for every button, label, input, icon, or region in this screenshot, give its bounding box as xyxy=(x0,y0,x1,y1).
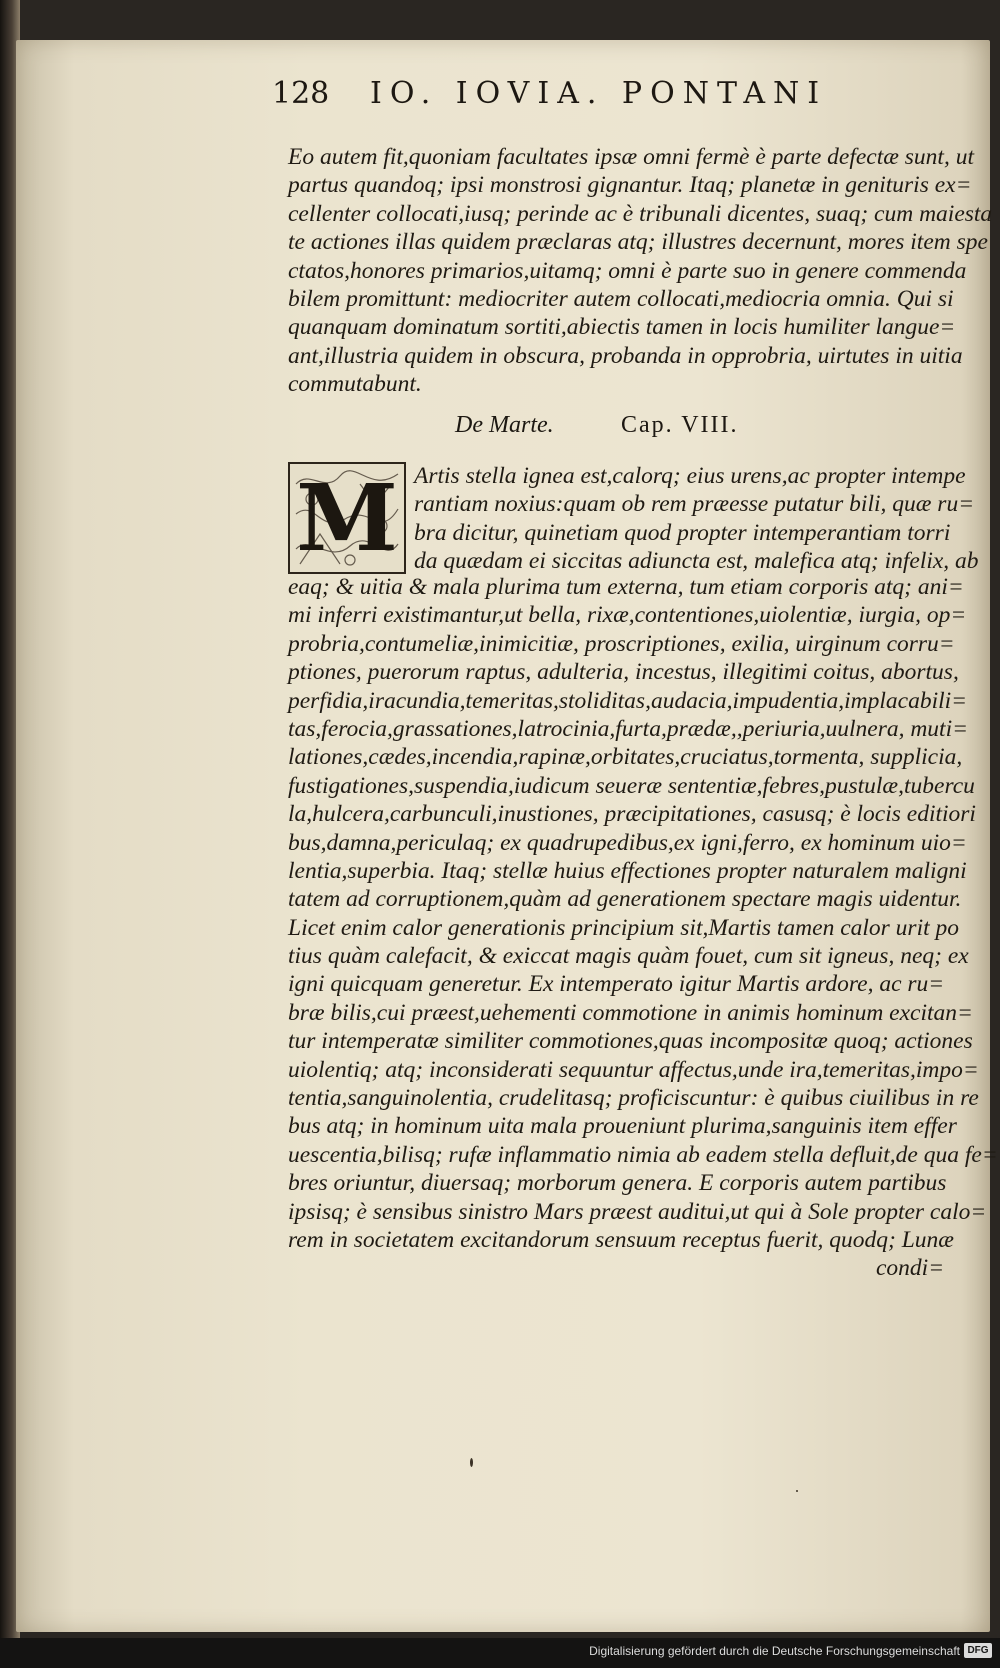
text-line: ipsisq; è sensibus sinistro Mars præest auditui,ut qui à Sole propter calo= xyxy=(288,1198,987,1225)
initial-letter: M xyxy=(296,464,398,572)
text-line: condi= xyxy=(876,1255,945,1282)
text-line: mi inferri existimantur,ut bella, rixæ,contentiones,uiolentiæ, iurgia, op= xyxy=(288,602,967,629)
text-line: tur intemperatæ similiter commotiones,quas incompositæ quoq; actiones xyxy=(288,1028,973,1055)
paragraph-2 xyxy=(288,573,998,1283)
text-line: commutabunt. xyxy=(288,371,422,398)
text-line: Eo autem fit,quoniam facultates ipsæ omni fermè è parte defectæ sunt, ut xyxy=(288,144,974,170)
page-number: 128 xyxy=(272,76,330,111)
paragraph-2-beside-initial xyxy=(414,462,979,576)
page-header xyxy=(272,76,832,116)
text-line: rem in societatem excitandorum sensuum receptus fuerit, quodq; Lunæ xyxy=(288,1226,954,1253)
text-line: Artis stella ignea est,calorq; eius urens,ac propter intempe xyxy=(414,463,966,489)
chapter-title: De Marte. xyxy=(455,412,554,438)
text-line: bra dicitur, quinetiam quod propter intemperantiam torri xyxy=(414,519,951,546)
text-line: eaq; & uitia & mala plurima tum externa, tum etiam corporis atq; ani= xyxy=(288,574,964,600)
decorated-initial xyxy=(288,462,406,574)
text-line: da quædam ei siccitas adiuncta est, malefica atq; infelix, ab xyxy=(414,548,979,575)
paper-speck xyxy=(470,1458,473,1467)
paper-speck xyxy=(796,1490,798,1492)
text-line: rantiam noxius:quam ob rem præesse putatur bili, quæ ru= xyxy=(414,491,975,518)
digitization-footer xyxy=(0,1638,1000,1668)
text-line: partus quandoq; ipsi monstrosi gignantur. Itaq; planetæ in genituris ex= xyxy=(288,172,972,199)
paragraph-1 xyxy=(288,143,993,399)
text-line: igni quicquam generetur. Ex intemperato igitur Martis ardore, ac ru= xyxy=(288,971,945,998)
text-line: bres oriuntur, diuersaq; morborum genera. E corporis autem partibus xyxy=(288,1170,947,1197)
text-line: probria,contumeliæ,inimicitiæ, proscriptiones, exilia, uirginum corru= xyxy=(288,630,955,657)
running-title: IO. IOVIA. PONTANI xyxy=(370,76,828,111)
text-line: Licet enim calor generationis principium sit,Martis tamen calor urit po xyxy=(288,914,960,941)
text-line: lentia,superbia. Itaq; stellæ huius effectiones propter naturalem maligni xyxy=(288,857,967,884)
text-line: bræ bilis,cui præest,uehementi commotione in animis hominum excitan= xyxy=(288,999,973,1026)
text-line: tius quàm calefacit, & exiccat magis quàm fouet, cum sit igneus, neq; ex xyxy=(288,943,969,970)
text-line: te actiones illas quidem præclaras atq; illustres decernunt, mores item spe xyxy=(288,229,988,256)
text-line: uiolentiq; atq; inconsiderati sequuntur affectus,unde ira,temeritas,impo= xyxy=(288,1056,979,1083)
text-line: bus atq; in hominum uita mala proueniunt plurima,sanguinis item effer xyxy=(288,1113,957,1140)
text-line: ptiones, puerorum raptus, adulteria, incestus, illegitimi coitus, abortus, xyxy=(288,659,959,686)
chapter-heading xyxy=(455,412,875,446)
text-line: ant,illustria quidem in obscura, probanda in opprobria, uirtutes in uitia xyxy=(288,342,963,369)
text-line: tentia,sanguinolentia, crudelitasq; proficiscuntur: è quibus ciuilibus in re xyxy=(288,1085,979,1112)
text-line: quanquam dominatum sortiti,abiectis tamen in locis humiliter langue= xyxy=(288,314,956,341)
text-line: la,hulcera,carbunculi,inustiones, præcipitationes, casusq; è locis editiori xyxy=(288,801,976,828)
text-line: bilem promittunt: mediocriter autem collocati,mediocria omnia. Qui si xyxy=(288,285,954,312)
dfg-logo-badge: DFG xyxy=(964,1643,992,1658)
text-line: cellenter collocati,iusq; perinde ac è tribunali dicentes, suaq; cum maiesta xyxy=(288,200,993,227)
text-line: bus,damna,periculaq; ex quadrupedibus,ex igni,ferro, ex hominum uio= xyxy=(288,829,967,856)
text-line: lationes,cædes,incendia,rapinæ,orbitates,cruciatus,tormenta, supplicia, xyxy=(288,744,963,771)
footer-credit: Digitalisierung gefördert durch die Deutsche Forschungsgemeinschaft xyxy=(589,1644,960,1658)
chapter-number: Cap. VIII. xyxy=(621,412,739,438)
text-line: tatem ad corruptionem,quàm ad generationem spectare magis uidentur. xyxy=(288,886,962,913)
text-line: fustigationes,suspendia,iudicum seueræ sententiæ,febres,pustulæ,tubercu xyxy=(288,772,975,799)
text-line: ctatos,honores primarios,uitamq; omni è parte suo in genere commenda xyxy=(288,257,967,284)
text-line: uescentia,bilisq; rufæ inflammatio nimia ab eadem stella defluit,de qua fe= xyxy=(288,1141,998,1168)
text-line: tas,ferocia,grassationes,latrocinia,furta,prædæ,,periuria,uulnera, muti= xyxy=(288,715,968,742)
text-line: perfidia,iracundia,temeritas,stoliditas,audacia,impudentia,implacabili= xyxy=(288,687,968,714)
